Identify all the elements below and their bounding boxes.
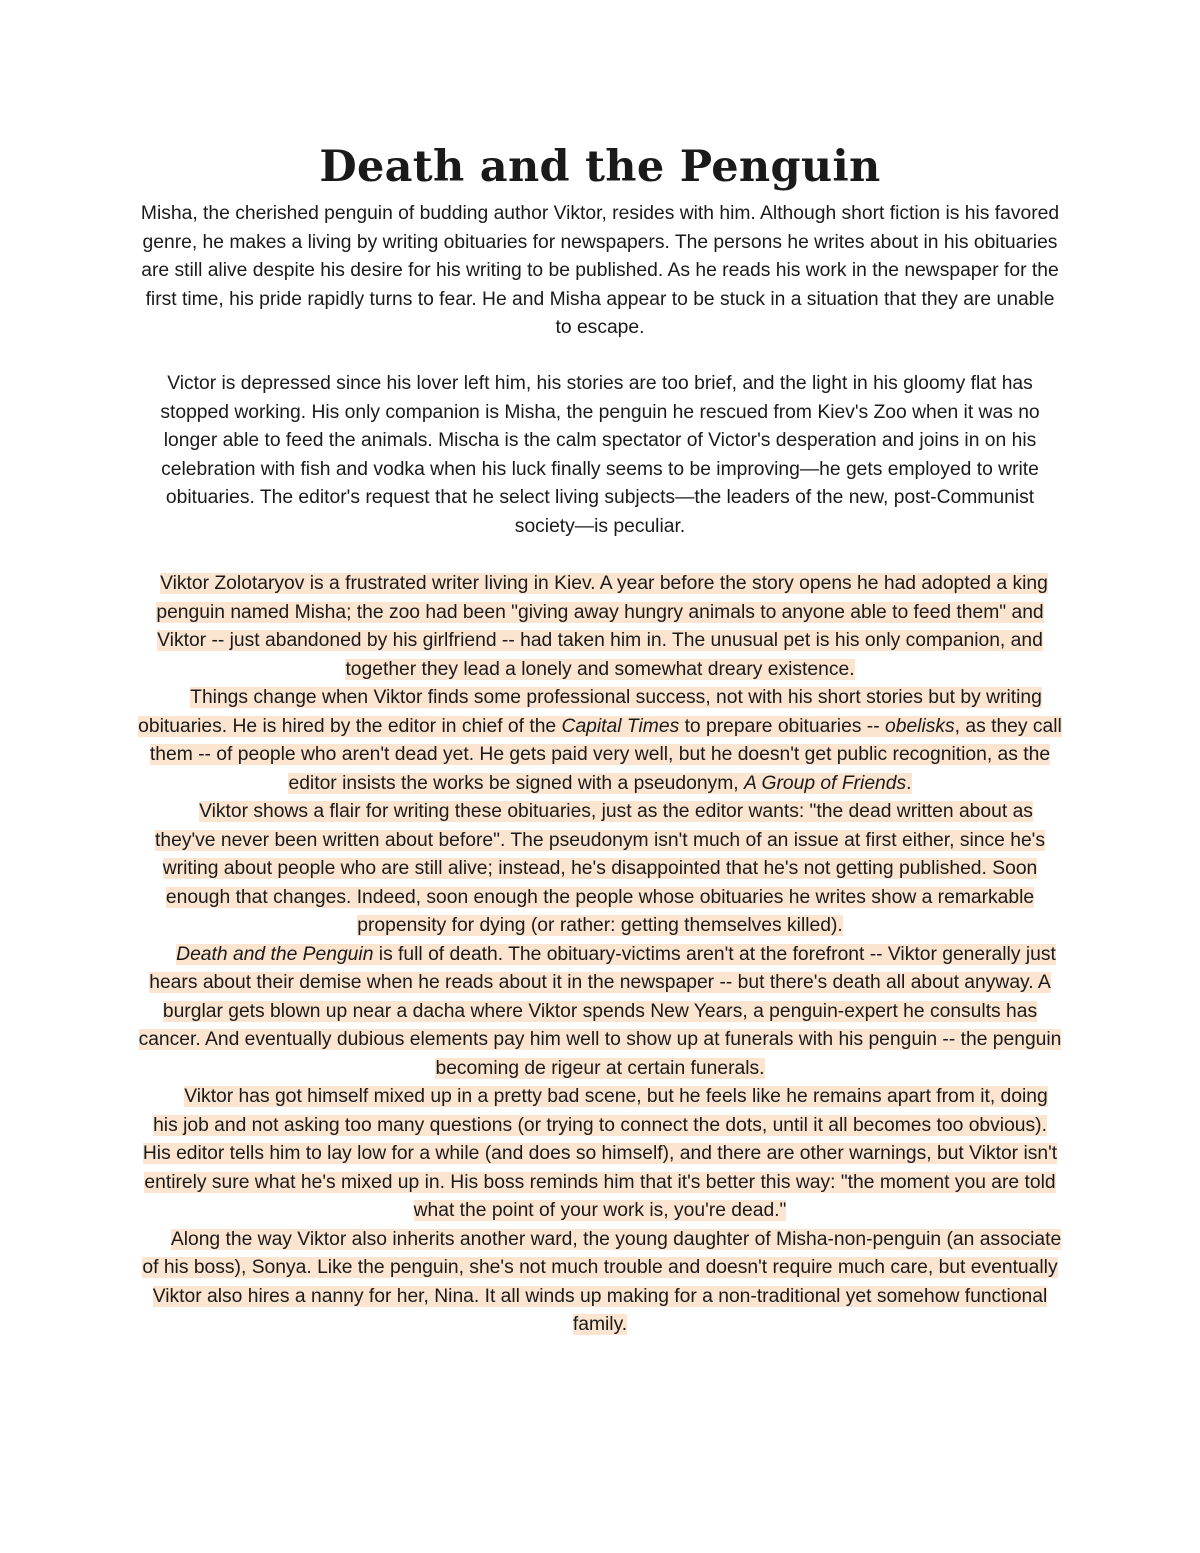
review-paragraph-4 [138, 941, 1062, 1084]
page-title: Death and the Penguin [319, 142, 881, 192]
review-paragraph-3 [138, 798, 1062, 941]
highlighted-text: Death and the Penguin is full of death. The obituary-victims aren't at the forefront -- Viktor generally just hears about their demise when he reads about it in the newspaper -- but there's death all about anyway. A burglar gets blown up near a dacha where Viktor spends New Years, a penguin-expert he consults has cancer. And eventually dubious elements pay him well to show up at funerals with his penguin -- the penguin becoming de rigeur at certain funerals. [138, 943, 1062, 1079]
highlighted-text: Viktor Zolotaryov is a frustrated writer living in Kiev. A year before the story opens he had adopted a king penguin named Misha; the zoo had been "giving away hungry animals to anyone able to feed them" and Viktor -- just abandoned by his girlfriend -- had taken him in. The unusual pet is his only companion, and together they lead a lonely and somewhat dreary existence. [156, 573, 1048, 680]
newspaper-title: Capital Times [561, 715, 680, 737]
term-obelisks: obelisks [885, 715, 955, 737]
pseudonym: A Group of Friends [743, 772, 907, 794]
highlighted-text: Things change when Viktor finds some professional success, not with his short stories but by writing obituaries. He is hired by the editor in chief of the Capital Times to prepare obituaries -- obelisks, as they call them -- of people who aren't dead yet. He gets paid very well, but he doesn't get public recognition, as the editor insists the works be signed with a pseudonym, A Group of Friends. [138, 687, 1062, 794]
review-paragraph-2 [138, 684, 1062, 798]
intro-paragraph: Misha, the cherished penguin of budding author Viktor, resides with him. Although short fiction is his favored genre, he makes a living by writing obituaries for newspapers. The persons he writes about in his obituaries are still alive despite his desire for his writing to be published. As he reads his work in the newspaper for the first time, his pride rapidly turns to fear. He and Misha appear to be stuck in a situation that they are unable to escape. [140, 203, 1060, 338]
highlighted-text: Along the way Viktor also inherits another ward, the young daughter of Misha-non-penguin (an associate of his boss), Sonya. Like the penguin, she's not much trouble and doesn't require much care, but eventually Viktor also hires a nanny for her, Nina. It all winds up making for a non-traditional yet somehow functional family. [142, 1228, 1062, 1335]
highlighted-review-section [138, 570, 1062, 1340]
review-paragraph-5 [138, 1083, 1062, 1226]
highlighted-text: Viktor has got himself mixed up in a pretty bad scene, but he feels like he remains apart from it, doing his job and not asking too many questions (or trying to connect the dots, until it all becomes too obvious). His editor tells him to lay low for a while (and does so himself), and there are other warnings, but Viktor isn't entirely sure what he's mixed up in. His boss reminds him that it's better this way: "the moment you are told what the point of your work is, you're dead." [142, 1086, 1058, 1221]
highlighted-text: Viktor shows a flair for writing these obituaries, just as the editor wants: "the dead written about as they've never been written about before". The pseudonym isn't much of an issue at first either, since he's writing about people who are still alive; instead, he's disappointed that he's not getting published. Soon enough that changes. Indeed, soon enough the people whose obituaries he writes show a remarkable propensity for dying (or rather: getting themselves killed). [155, 801, 1045, 936]
summary-paragraph: Victor is depressed since his lover left him, his stories are too brief, and the light in his gloomy flat has stopped working. His only companion is Misha, the penguin he rescued from Kiev's Zoo when it was no longer able to feed the animals. Mischa is the calm spectator of Victor's desperation and joins in on his celebration with fish and vodka when his luck finally seems to be improving—he gets employed to write obituaries. The editor's request that he select living subjects—the leaders of the new, post-Communist society—is peculiar. [160, 373, 1040, 537]
review-paragraph-6 [138, 1226, 1062, 1340]
book-title: Death and the Penguin [176, 943, 374, 965]
review-paragraph-1 [138, 570, 1062, 684]
